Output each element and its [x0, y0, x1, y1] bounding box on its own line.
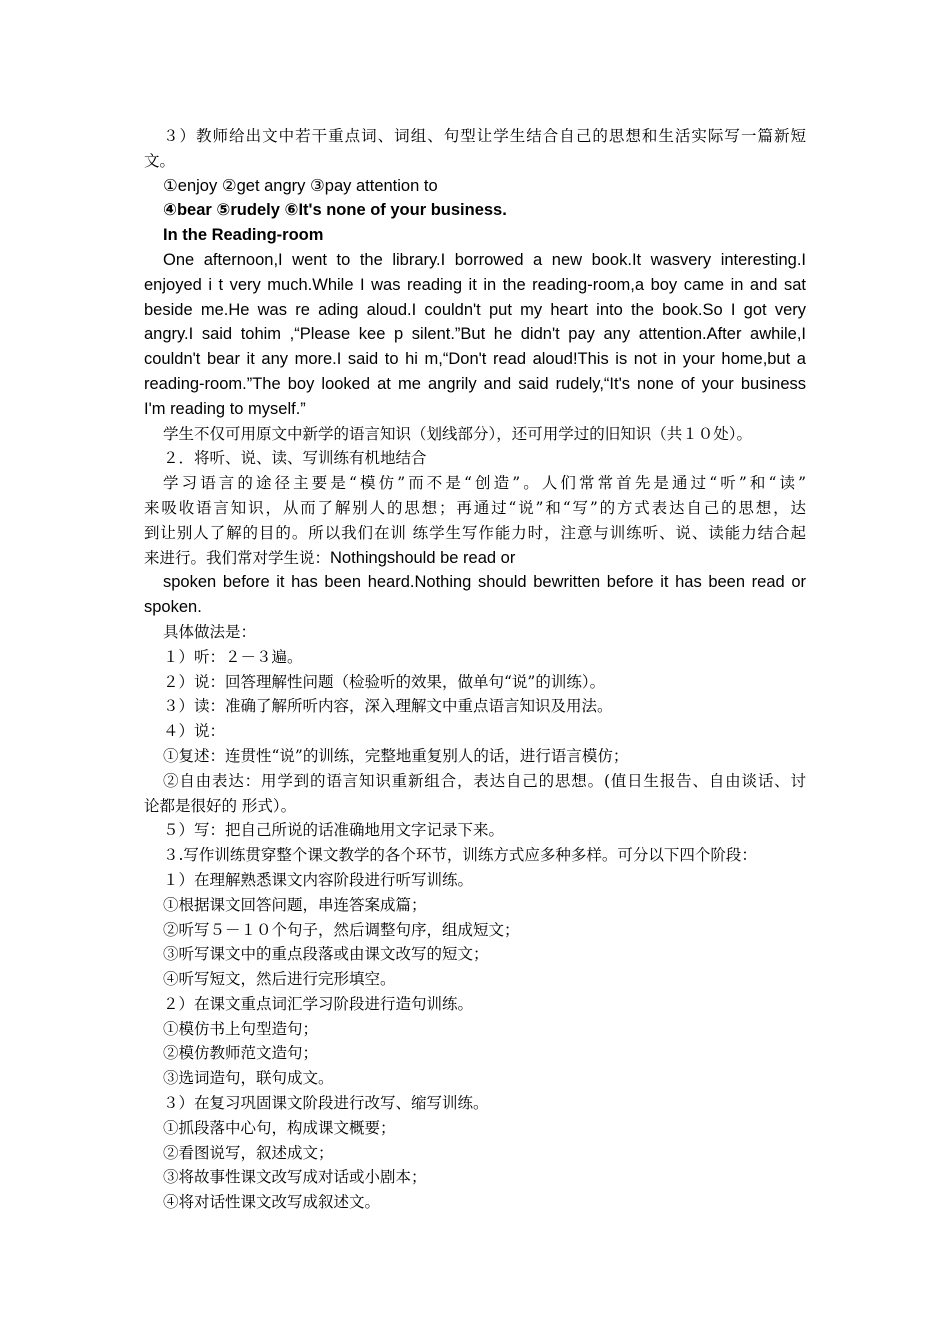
quote-line: spoken.	[144, 598, 202, 617]
essay-line: One afternoon,I went to the library.I borrowed a new book.It wasvery interesting.I	[163, 250, 806, 269]
essay-line: enjoyed i t very much.While I was reading it in the reading-room,a boy came in and sat	[144, 275, 806, 294]
method-step-4a: ①复述：连贯性“说”的训练，完整地重复别人的话，进行语言模仿；	[163, 746, 629, 765]
method-step-2: ２）说：回答理解性问题（检验听的效果，做单句“说”的训练）。	[163, 672, 606, 691]
method-step-1: １）听：２－３遍。	[163, 647, 303, 666]
text-line: 来吸收语言知识，从而了解别人的思想；再通过“说”和“写”的方式表达自己的思想，达	[144, 498, 806, 517]
essay-paragraph	[144, 248, 806, 422]
text-line: ②自由表达：用学到的语言知识重新组合，表达自己的思想。(值日生报告、自由谈话、讨	[163, 771, 806, 790]
word-list-2: ④bear ⑤rudely ⑥It's none of your business.	[163, 201, 507, 220]
stage-2-item: ③选词造句，联句成文。	[163, 1069, 334, 1088]
essay-line: angry.I said tohim ,“Please kee p silent.”But he didn't pay any attention.After awhile,I	[144, 325, 806, 344]
quote-paragraph	[144, 570, 806, 620]
method-intro: 具体做法是：	[163, 622, 257, 641]
essay-line: reading-room.”The boy looked at me angrily and said rudely,“It's none of your business	[144, 374, 806, 393]
stage-3-item: ②看图说写，叙述成文；	[163, 1143, 334, 1162]
text-line: 到让别人了解的目的。所以我们在训 练学生写作能力时，注意与训练听、说、读能力结合起	[144, 523, 806, 542]
stage-2: ２）在课文重点词汇学习阶段进行造句训练。	[163, 994, 474, 1013]
section-heading-3: ３.写作训练贯穿整个课文教学的各个环节，训练方式应多种多样。可分以下四个阶段：	[163, 846, 757, 865]
stage-2-item: ②模仿教师范文造句；	[163, 1044, 319, 1063]
stage-1-item: ②听写５－１０个句子，然后调整句序，组成短文；	[163, 920, 520, 939]
paragraph-task-3	[144, 124, 806, 174]
text-line: 学习语言的途径主要是“模仿”而不是“创造”。人们常常首先是通过“听”和“读”	[163, 474, 806, 493]
stage-2-item: ①模仿书上句型造句；	[163, 1019, 319, 1038]
section-heading-2: ２．将听、说、读、写训练有机地结合	[163, 449, 427, 468]
stage-3: ３）在复习巩固课文阶段进行改写、缩写训练。	[163, 1094, 489, 1113]
method-step-4b	[144, 769, 806, 819]
method-step-5: ５）写：把自己所说的话准确地用文字记录下来。	[163, 821, 505, 840]
paragraph-imitation	[144, 471, 806, 570]
method-step-4: ４）说：	[163, 722, 226, 741]
stage-1-item: ④听写短文，然后进行完形填空。	[163, 970, 396, 989]
text-line: 论都是很好的 形式）。	[144, 796, 297, 815]
text-line: ３）教师给出文中若干重点词、词组、句型让学生结合自己的思想和生活实际写一篇新短	[163, 127, 806, 145]
essay-title: In the Reading-room	[163, 226, 324, 245]
essay-line: I'm reading to myself.”	[144, 399, 306, 418]
text-segment-cn: 来进行。我们常对学生说：	[144, 548, 331, 567]
stage-1: １）在理解熟悉课文内容阶段进行听写训练。	[163, 870, 474, 889]
stage-3-item: ④将对话性课文改写成叙述文。	[163, 1193, 381, 1212]
document-page	[144, 124, 806, 1215]
word-list-1: ①enjoy ②get angry ③pay attention to	[163, 176, 438, 195]
method-step-3: ３）读：准确了解所听内容，深入理解文中重点语言知识及用法。	[163, 697, 613, 716]
text-segment-en: Nothingshould be read or	[330, 548, 516, 567]
stage-3-item: ①抓段落中心句，构成课文概要；	[163, 1118, 396, 1137]
stage-3-item: ③将故事性课文改写成对话或小剧本；	[163, 1168, 427, 1187]
note-line: 学生不仅可用原文中新学的语言知识（划线部分），还可用学过的旧知识（共１０处）。	[163, 424, 753, 443]
essay-line: couldn't bear it any more.I said to hi m,“Don't read aloud!This is not in your home,but a	[144, 350, 806, 369]
quote-line: spoken before it has been heard.Nothing should bewritten before it has been read or	[163, 573, 806, 592]
essay-line: beside me.He was re ading aloud.I couldn't put my heart into the book.So I got very	[144, 300, 806, 319]
stage-1-item: ③听写课文中的重点段落或由课文改写的短文；	[163, 945, 489, 964]
stage-1-item: ①根据课文回答问题，串连答案成篇；	[163, 895, 427, 914]
text-line: 文。	[144, 151, 176, 170]
text-line	[144, 546, 806, 571]
